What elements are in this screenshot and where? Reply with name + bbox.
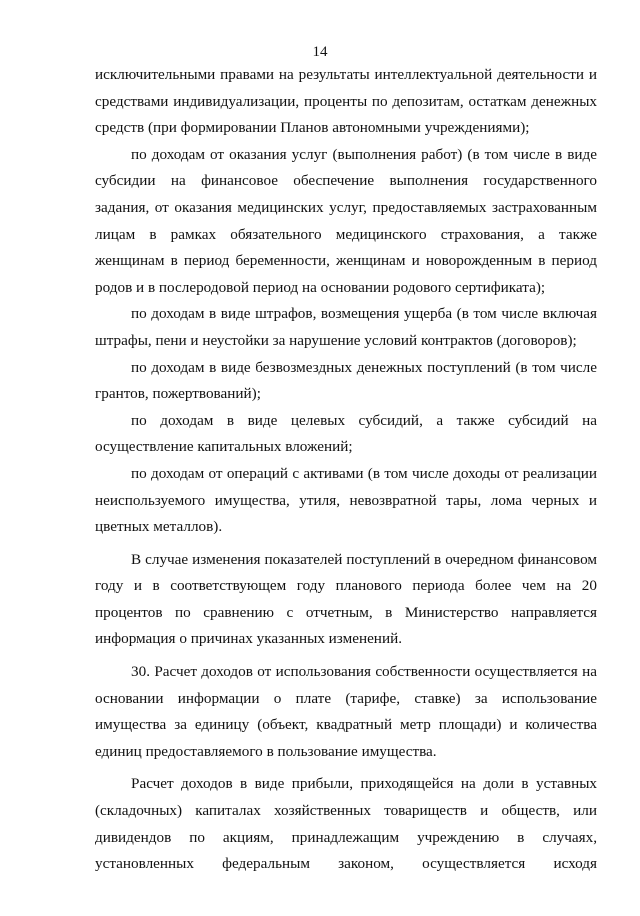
paragraph-item-30: 30. Расчет доходов от использования собственности осуществляется на основании информации о плате (тарифе, ставке) за использование имущества за единицу (объект, квадратный метр площади) и количества единиц предоставляемого в пользование имущества. bbox=[95, 663, 597, 760]
document-body bbox=[95, 62, 597, 878]
paragraph-changes-notice: В случае изменения показателей поступлений в очередном финансовом году и в соответствующем году планового периода более чем на 20 процентов по сравнению с отчетным, в Министерство направляется информация о причинах указанных изменений. bbox=[95, 550, 597, 648]
paragraph-subsidies-income: по доходам в виде целевых субсидий, а также субсидий на осуществление капитальных вложений; bbox=[95, 411, 597, 456]
paragraph-dividends: Расчет доходов в виде прибыли, приходящейся на доли в уставных (складочных) капиталах хозяйственных товариществ и обществ, или дивидендов по акциям, принадлежащим учреждению в случаях, установленных федеральным законом, осуществляется исходя bbox=[95, 775, 597, 873]
paragraph-fines-income: по доходам в виде штрафов, возмещения ущерба (в том числе включая штрафы, пени и неустойки за нарушение условий контрактов (договоров); bbox=[95, 305, 597, 349]
page-number: 14 bbox=[312, 44, 328, 60]
paragraph-assets-income: по доходам от операций с активами (в том числе доходы от реализации неиспользуемого имущества, утиля, невозвратной тары, лома черных и цветных металлов). bbox=[95, 464, 597, 536]
paragraph-donations-income: по доходам в виде безвозмездных денежных поступлений (в том числе грантов, пожертвований); bbox=[95, 358, 597, 403]
paragraph-intellectual-property: исключительными правами на результаты интеллектуальной деятельности и средствами индивидуализации, проценты по депозитам, остаткам денежных средств (при формировании Планов автономными учреждениями); bbox=[95, 66, 597, 137]
paragraph-services-income: по доходам от оказания услуг (выполнения работ) (в том числе в виде субсидии на финансовое обеспечение выполнения государственного задания, от оказания медицинских услуг, предоставляемых застрахованным лицам в рамках обязательного медицинского страхования, а также женщинам в период беременности, женщинам и новорожденным в период родов и в послеродовой период на основании родового сертификата); bbox=[95, 145, 597, 296]
